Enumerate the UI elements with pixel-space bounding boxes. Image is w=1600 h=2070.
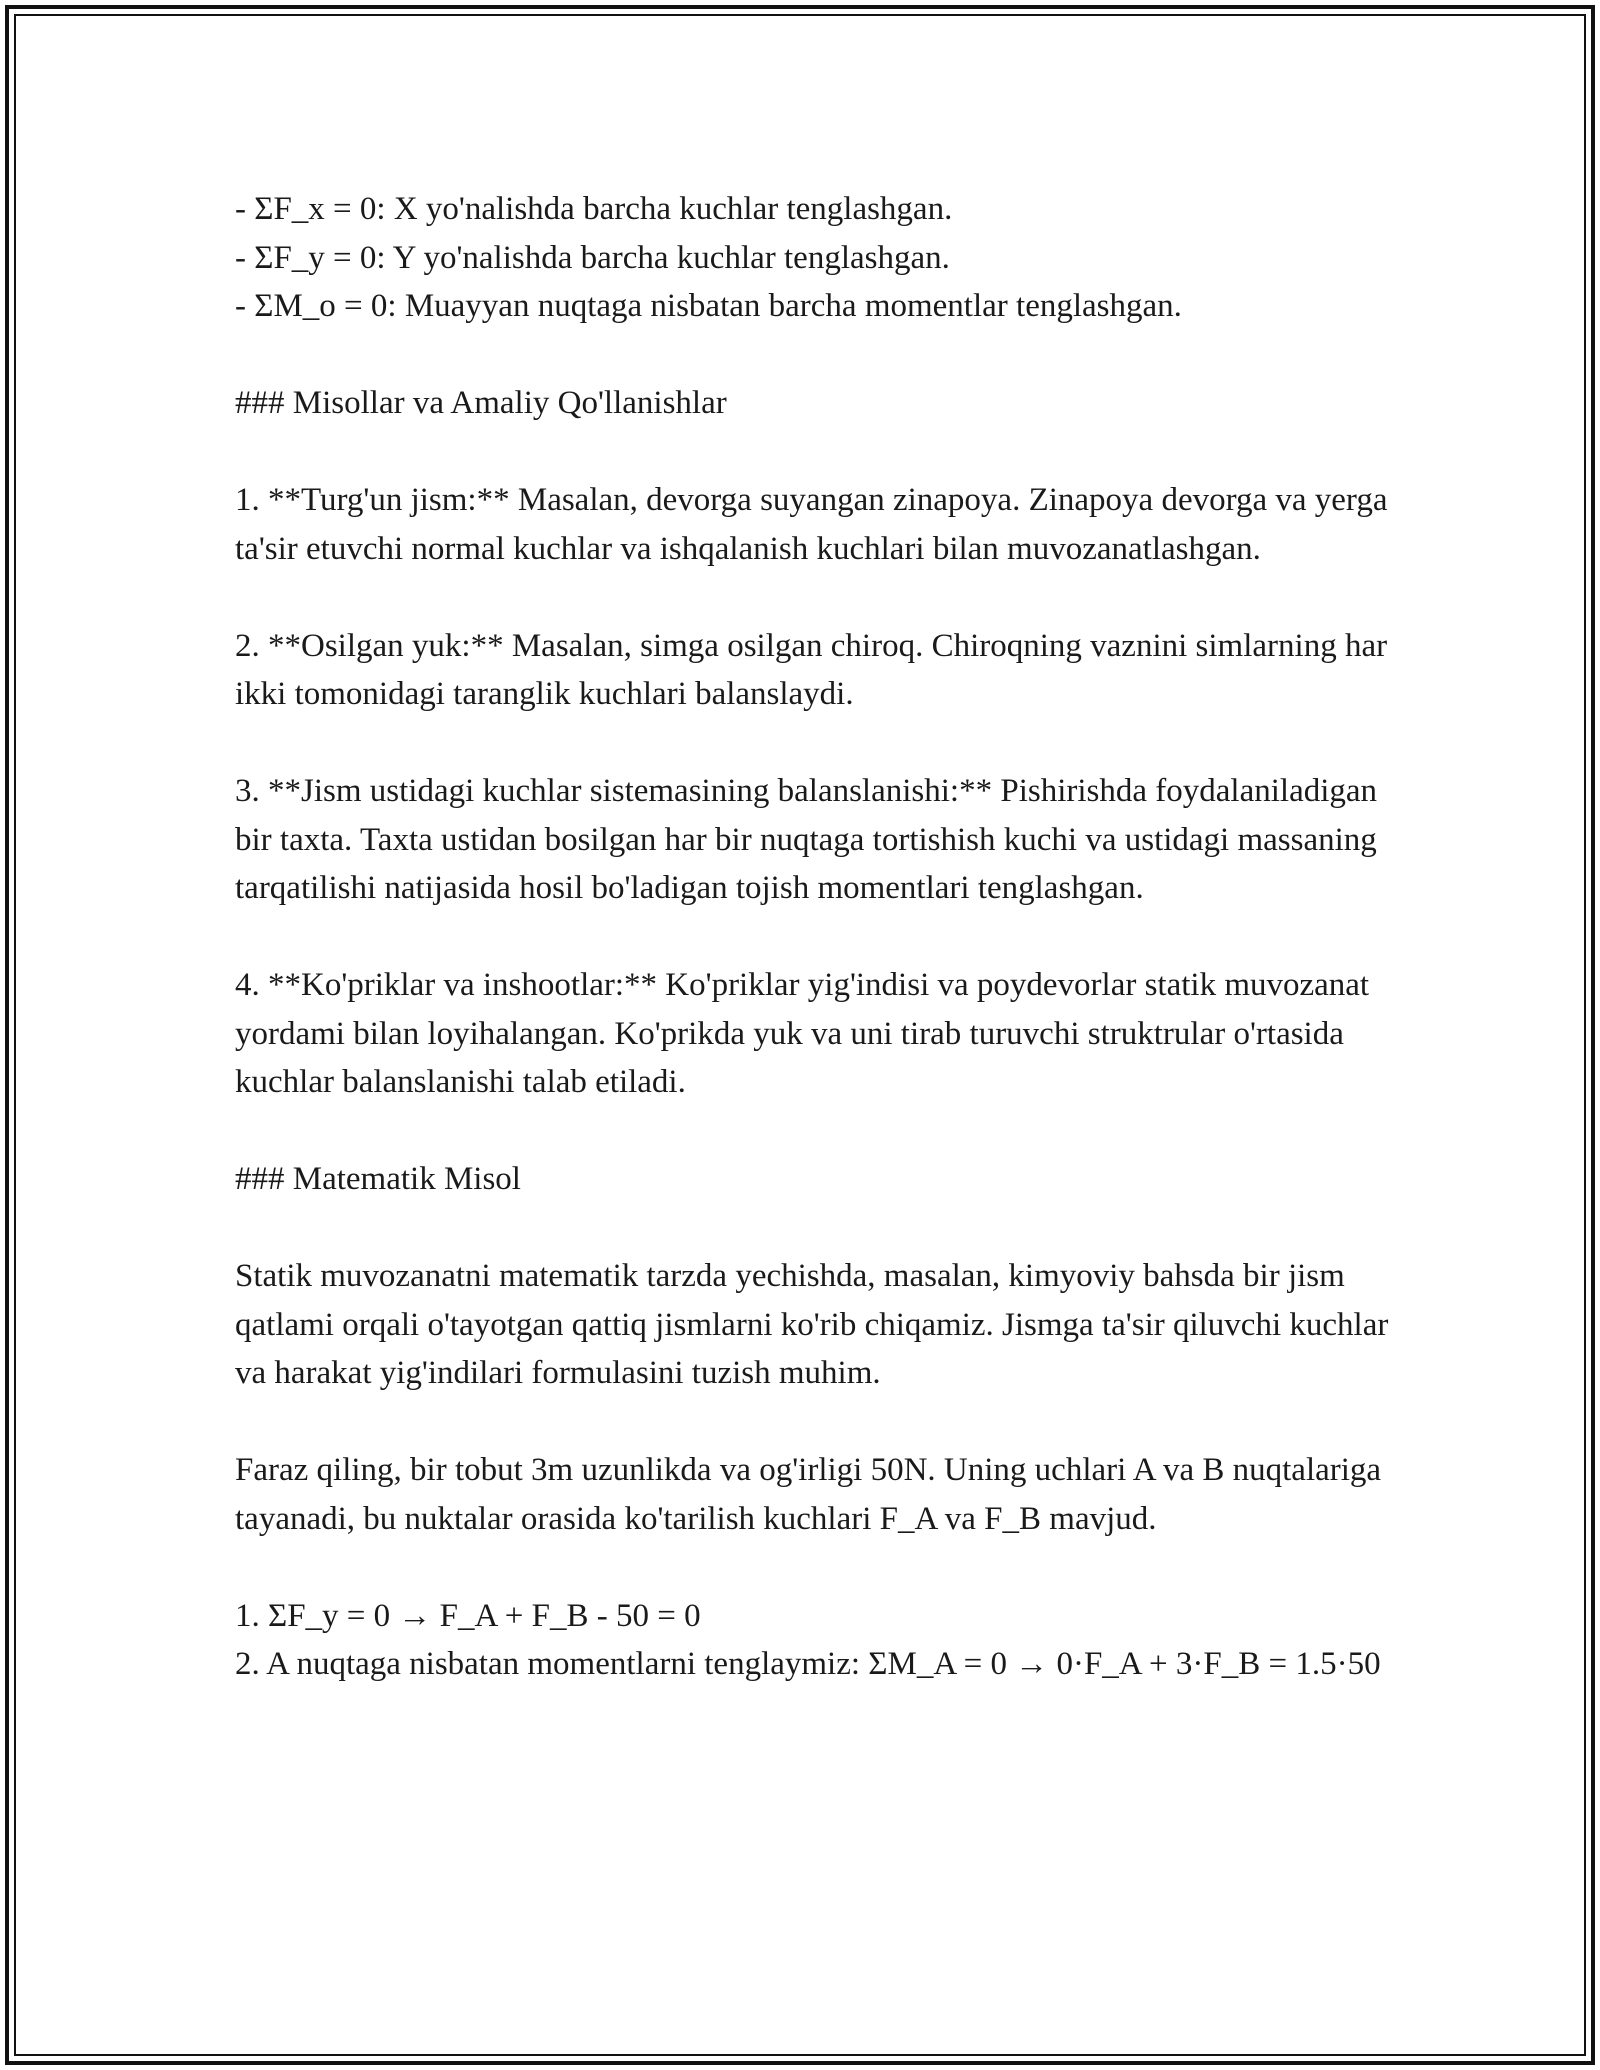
condition-fx: - ΣF_x = 0: X yo'nalishda barcha kuchlar tenglashgan.	[235, 191, 953, 227]
example-2: 2. **Osilgan yuk:** Masalan, simga osilgan chiroq. Chiroqning vaznini simlarning har ikki tomonidagi taranglik kuchlari balanslaydi.	[235, 627, 1388, 712]
equation-1: 1. ΣF_y = 0 → F_A + F_B - 50 = 0	[235, 1597, 701, 1634]
condition-fy: - ΣF_y = 0: Y yo'nalishda barcha kuchlar tenglashgan.	[235, 239, 950, 276]
heading-math-example: ### Matematik Misol	[235, 1161, 521, 1197]
problem-paragraph: Faraz qiling, bir tobut 3m uzunlikda va og'irligi 50N. Uning uchlari A va B nuqtalariga tayanadi, bu nuktalar orasida ko'tarilish kuchlari F_A va F_B mavjud.	[235, 1452, 1382, 1537]
example-4: 4. **Ko'priklar va inshootlar:** Ko'priklar yig'indisi va poydevorlar statik muvozanat yordami bilan loyihalangan. Ko'prikda yuk va uni tirab turuvchi struktrular o'rtasida kuchlar balanslanishi talab etiladi.	[235, 967, 1370, 1100]
heading-examples: ### Misollar va Amaliy Qo'llanishlar	[235, 385, 727, 421]
example-3: 3. **Jism ustidagi kuchlar sistemasining balanslanishi:** Pishirishda foydalaniladigan bir taxta. Taxta ustidan bosilgan har bir nuqtaga tortishish kuchi va ustidagi massaning tarqatilishi natijasida hosil bo'ladigan tojish momentlari tenglashgan.	[235, 773, 1378, 906]
example-1: 1. **Turg'un jism:** Masalan, devorga suyangan zinapoya. Zinapoya devorga va yerga ta'sir etuvchi normal kuchlar va ishqalanish kuchlari bilan muvozanatlashgan.	[235, 482, 1388, 567]
intro-paragraph: Statik muvozanatni matematik tarzda yechishda, masalan, kimyoviy bahsda bir jism qatlami orqali o'tayotgan qattiq jismlarni ko'rib chiqamiz. Jismga ta'sir qiluvchi kuchlar va harakat yig'indilari formulasini tuzish muhim.	[235, 1258, 1389, 1391]
equation-2: 2. A nuqtaga nisbatan momentlarni tenglaymiz: ΣM_A = 0 → 0·F_A + 3·F_B = 1.5·50	[235, 1646, 1381, 1682]
condition-mo: - ΣM_o = 0: Muayyan nuqtaga nisbatan barcha momentlar tenglashgan.	[235, 288, 1182, 324]
document-body	[235, 185, 1395, 1737]
equations-list	[235, 1592, 1395, 1689]
equilibrium-conditions-list	[235, 185, 1395, 331]
